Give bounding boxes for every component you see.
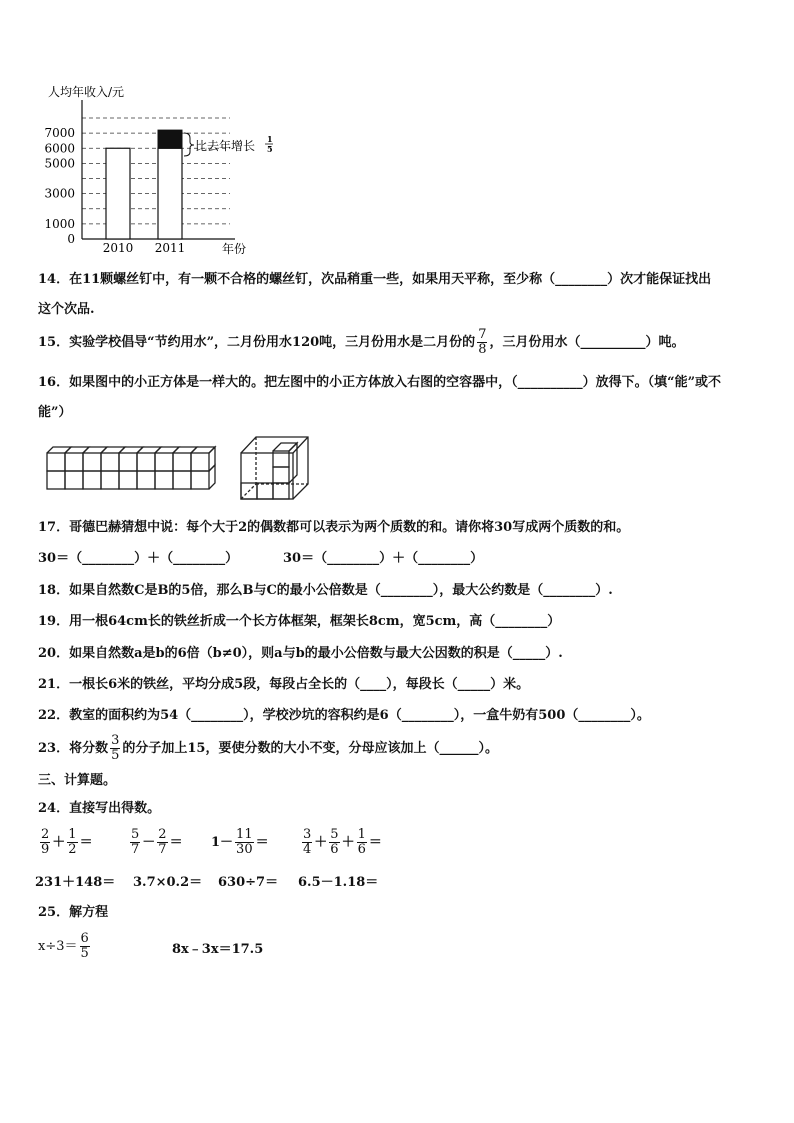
q24e2-b-den: 7 xyxy=(158,842,167,857)
chart-x-tick-label: 2010 xyxy=(102,241,134,255)
q24e4-op1: ＋ xyxy=(314,835,328,850)
q24e4-op2: ＋ xyxy=(341,835,355,850)
chart-x-tick-label: 2011 xyxy=(154,241,186,255)
question-20: 20．如果自然数a是b的6倍（b≠0），则a与b的最小公倍数与最大公因数的积是（_____）. xyxy=(38,646,563,661)
cube-face xyxy=(119,471,137,489)
cube-stack-figure-left xyxy=(44,443,229,499)
cube-face xyxy=(101,453,119,471)
cube-face xyxy=(83,453,101,471)
q25-eq1-num: 6 xyxy=(80,931,89,946)
question-25-eq-1 xyxy=(38,932,92,961)
question-23-text-a: 23．将分数 xyxy=(38,741,109,756)
chart-y-tick-label: 5000 xyxy=(44,156,75,171)
q24e4-eq: ＝ xyxy=(368,835,382,850)
q24e4-b-den: 6 xyxy=(330,842,339,857)
q24e2-a-num: 5 xyxy=(131,827,140,842)
chart-bar-2010 xyxy=(106,148,130,239)
cube-face xyxy=(155,471,173,489)
question-24-row2-expr-2: 3.7×0.2＝ xyxy=(133,875,203,890)
cube-side xyxy=(209,465,215,489)
question-24-row2-expr-3: 630÷7＝ xyxy=(218,875,279,890)
q24e4-c-num: 1 xyxy=(357,827,366,842)
cube-face xyxy=(173,471,191,489)
cube-face xyxy=(191,453,209,471)
question-25-eq-2: 8x﹣3x＝17.5 xyxy=(172,942,264,957)
q24e4-c-den: 6 xyxy=(357,842,366,857)
q25-eq1-den: 5 xyxy=(80,946,89,961)
question-24-title: 24．直接写出得数。 xyxy=(38,801,161,816)
chart-y-tick-label: 7000 xyxy=(44,126,75,141)
chart-y-tick-label: 3000 xyxy=(44,186,75,201)
question-17-line1: 17．哥德巴赫猜想中说：每个大于2的偶数都可以表示为两个质数的和。请你将30写成两个质数的和。 xyxy=(38,520,630,535)
q24e2-op: － xyxy=(142,835,156,850)
question-15-fraction-num: 7 xyxy=(478,327,487,342)
question-24-expr-2 xyxy=(128,828,183,857)
cube-face xyxy=(137,471,155,489)
cube-face xyxy=(47,471,65,489)
income-bar-chart xyxy=(30,78,290,260)
cube-face xyxy=(65,471,83,489)
chart-x-axis-label: 年份 xyxy=(222,242,247,256)
question-23 xyxy=(38,734,498,763)
cube-face xyxy=(47,453,65,471)
question-23-fraction-num: 3 xyxy=(111,733,120,748)
chart-annotation-frac-den: 5 xyxy=(267,144,273,154)
cube-face xyxy=(83,471,101,489)
question-22: 22．教室的面积约为54（________），学校沙坑的容积约是6（________），一盒牛奶有500（________）。 xyxy=(38,708,650,723)
cube-face xyxy=(155,453,173,471)
question-17-expr-a: 30＝（________）＋（________） xyxy=(38,551,239,566)
q24e3-eq: ＝ xyxy=(255,835,269,850)
q24e1-a-num: 2 xyxy=(41,827,50,842)
q24e3-lead: 1－ xyxy=(211,835,234,850)
chart-y-tick-label: 1000 xyxy=(44,216,75,231)
question-15-fraction xyxy=(477,328,487,357)
chart-y-tick-label: 6000 xyxy=(44,141,75,156)
cube-face xyxy=(119,453,137,471)
cube-face xyxy=(65,453,83,471)
q24e4-b-num: 5 xyxy=(330,827,339,842)
question-14-line2: 这个次品. xyxy=(38,302,95,317)
cube-face xyxy=(173,453,191,471)
question-21: 21．一根长6米的铁丝，平均分成5段，每段占全长的（____），每段长（_____）米。 xyxy=(38,677,530,692)
question-15-text-b: ，三月份用水（__________）吨。 xyxy=(489,335,685,350)
question-15 xyxy=(38,328,684,357)
chart-gridlines xyxy=(82,118,230,224)
chart-y-axis-label: 人均年收入/元 xyxy=(48,85,125,99)
question-23-fraction xyxy=(110,734,120,763)
question-15-fraction-den: 8 xyxy=(478,342,487,357)
chart-bar-increase-segment xyxy=(158,130,182,148)
q24e1-eq: ＝ xyxy=(79,835,93,850)
q24e1-op: ＋ xyxy=(52,835,66,850)
chart-annotation-brace xyxy=(184,133,194,156)
q24e1-b-num: 1 xyxy=(68,827,77,842)
question-16-line1: 16．如果图中的小正方体是一样大的。把左图中的小正方体放入右图的空容器中，（__________）放得下。（填“能”或不 xyxy=(38,375,722,390)
q24e1-a-den: 9 xyxy=(41,842,50,857)
question-24-expr-1 xyxy=(38,828,93,857)
section-3-title: 三、计算题。 xyxy=(38,773,117,788)
question-15-text-a: 15．实验学校倡导“节约用水”，二月份用水120吨，三月份用水是二月份的 xyxy=(38,335,476,350)
cube-face xyxy=(137,453,155,471)
q25-eq1-text: x÷3＝ xyxy=(38,939,78,954)
question-17-expr-b: 30＝（________）＋（________） xyxy=(283,551,484,566)
chart-annotation-text: 比去年增长 xyxy=(195,139,256,153)
q24e2-b-num: 2 xyxy=(158,827,167,842)
chart-annotation-frac-num: 1 xyxy=(267,134,273,144)
question-18: 18．如果自然数C是B的5倍，那么B与C的最小公倍数是（________），最大公约数是（________）. xyxy=(38,583,613,598)
q24e4-a-den: 4 xyxy=(303,842,312,857)
cube-face xyxy=(191,471,209,489)
question-25-title: 25．解方程 xyxy=(38,905,109,920)
question-24-expr-3 xyxy=(211,828,269,857)
chart-bar-2011 xyxy=(158,148,182,239)
question-19: 19．用一根64cm长的铁丝折成一个长方体框架，框架长8cm，宽5cm，高（________） xyxy=(38,614,561,629)
question-16-line2: 能”） xyxy=(38,405,72,420)
question-24-row2-expr-1: 231＋148＝ xyxy=(35,875,116,890)
question-14-line1: 14．在11颗螺丝钉中，有一颗不合格的螺丝钉，次品稍重一些，如果用天平称，至少称（________）次才能保证找出 xyxy=(38,272,712,287)
q24e1-b-den: 2 xyxy=(68,842,77,857)
q24e2-a-den: 7 xyxy=(131,842,140,857)
q24e2-eq: ＝ xyxy=(169,835,183,850)
question-24-row2-expr-4: 6.5－1.18＝ xyxy=(298,875,379,890)
q24e4-a-num: 3 xyxy=(303,827,312,842)
question-23-fraction-den: 5 xyxy=(111,748,120,763)
q24e3-b-num: 11 xyxy=(236,827,253,842)
q24e3-b-den: 30 xyxy=(236,842,253,857)
question-23-text-b: 的分子加上15，要使分数的大小不变，分母应该加上（______）。 xyxy=(122,741,498,756)
empty-container-figure-right xyxy=(238,434,310,502)
cube-face xyxy=(101,471,119,489)
chart-y-tick-label: 0 xyxy=(67,232,75,246)
question-24-expr-4 xyxy=(300,828,382,857)
